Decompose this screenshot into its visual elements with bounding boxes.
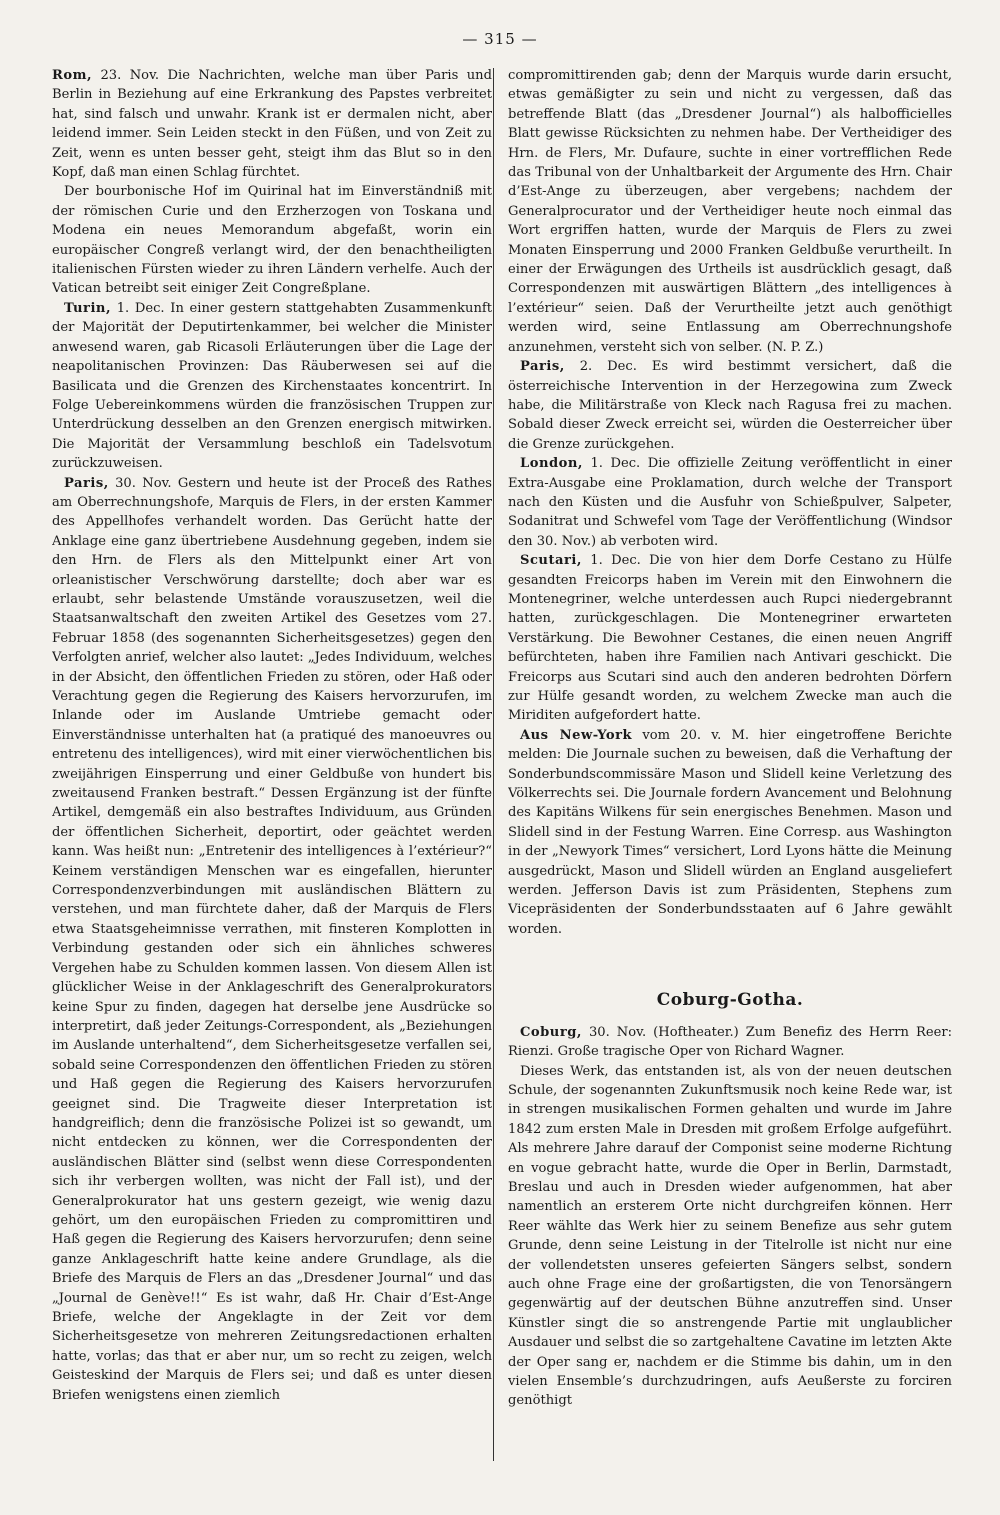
section-heading: Coburg-Gotha.	[656, 990, 804, 1011]
article-paris-2	[508, 357, 952, 454]
dateline-new-york: Aus New-York	[520, 727, 633, 743]
article-rom-text: 23. Nov. Die Nachrichten, welche man über Paris und Berlin in Beziehung auf eine Erkrankung des Papstes verbreitet hat, sind falsch und unwahr. Krank ist er dermalen nicht, aber leidend immer. Sein Leiden steckt in den Füßen, und von Zeit zu Zeit, wenn es unten besser geht, steigt ihm das Blut so in den Kopf, daß man einen Schlag fürchtet.	[52, 68, 492, 181]
article-paris-2-text: 2. Dec. Es wird bestimmt versichert, daß die österreichische Intervention in der Herzegowina zum Zweck habe, die Militärstraße von Kleck nach Ragusa frei zu machen. Sobald dieser Zweck erreicht sei, würden die Oesterreicher über die Grenze zurückgehen.	[508, 359, 952, 452]
article-new-york	[508, 726, 952, 939]
article-coburg	[508, 1023, 952, 1062]
column-divider	[493, 68, 494, 1461]
right-column	[508, 66, 952, 1486]
dateline-paris-1: Paris,	[64, 475, 109, 491]
article-coburg-review: Dieses Werk, das entstanden ist, als von der neuen deutschen Schule, der sogenannten Zukunftsmusik noch keine Rede war, ist in strengen musikalischen Formen gehalten und wurde im Jahre 1842 zum ersten Male in Dresden mit großem Erfolge aufgeführt. Als mehrere Jahre darauf der Componist seine moderne Richtung en vogue gebracht hatte, wurde die Oper in Berlin, Darmstadt, Breslau und auch in Dresden wieder aufgenommen, hat aber namentlich an ersterem Orte nicht durchgreifen können. Herr Reer wählte das Werk hier zu seinem Benefize aus sehr gutem Grunde, denn seine Leistung in der Titelrolle ist nicht nur eine der vollendetsten unseres gefeierten Sängers selbst, sondern auch ohne Frage eine der großartigsten, die von Tenorsängern gegenwärtig auf der deutschen Bühne anzutreffen sind. Unser Künstler singt die so anstrengende Partie mit unglaublicher Ausdauer und selbst die so zartgehaltene Cavatine im letzten Akte der Oper sang er, nachdem er die Stimme bis dahin, um in den vielen Ensemble’s durchzudringen, aufs Aeußerste zu forciren genöthigt	[508, 1063, 952, 1409]
article-rom-continued: Der bourbonische Hof im Quirinal hat im Einverständniß mit der römischen Curie und den Erzherzogen von Toskana und Modena ein neues Memorandum abgefaßt, worin ein europäischer Congreß verlangt wird, der den benachtheiligten italienischen Fürsten wieder zu ihren Ländern verhelfe. Auch der Vatican betreibt seit einiger Zeit Congreßplane.	[52, 184, 492, 297]
left-column	[52, 66, 492, 1486]
article-paris-1-continued: compromittirenden gab; denn der Marquis wurde darin ersucht, etwas gemäßigter zu sein und nicht zu vergessen, daß das betreffende Blatt (das „Dresdener Journal“) als halbofficielles Blatt gewisse Rücksichten zu nehmen habe. Der Vertheidiger des Hrn. de Flers, Mr. Dufaure, suchte in einer vortrefflichen Rede das Tribunal von der Unhaltbarkeit der Argumente des Hrn. Chair d’Est-Ange zu überzeugen, aber vergebens; nachdem der Generalprocurator und der Vertheidiger heute noch einmal das Wort ergriffen hatten, wurde der Marquis de Flers zu zwei Monaten Einsperrung und 2000 Franken Geldbuße verurtheilt. In einer der Erwägungen des Urtheils ist ausdrücklich gesagt, daß Correspondenzen mit auswärtigen Blättern „des intelligences à l’extérieur“ seien. Daß der Verurtheilte jetzt auch genöthigt werden wird, seine Entlassung am Oberrechnungshofe anzunehmen, versteht sich von selber. (N. P. Z.)	[508, 68, 952, 355]
article-paris-1	[52, 474, 492, 1406]
dateline-london: London,	[520, 456, 583, 472]
article-coburg-text: 30. Nov. (Hoftheater.) Zum Benefiz des Herrn Reer: Rienzi. Große tragische Oper von Richard Wagner.	[508, 1024, 952, 1060]
dateline-coburg: Coburg,	[520, 1024, 582, 1040]
article-new-york-text: vom 20. v. M. hier eingetroffene Berichte melden: Die Journale suchen zu beweisen, daß die Verhaftung der Sonderbundscommissäre Mason und Slidell keine Verletzung des Völkerrechts sei. Die Journale fordern Avancement und Belohnung des Kapitäns Wilkens für sein energisches Benehmen. Mason und Slidell sind in der Festung Warren. Eine Corresp. aus Washington in der „Newyork Times“ versichert, Lord Lyons hätte die Meinung ausgedrückt, Mason und Slidell würden an England ausgeliefert werden. Jefferson Davis ist zum Präsidenten, Stephens zum Vicepräsidenten der Sonderbundsstaaten auf 6 Jahre gewählt worden.	[508, 727, 952, 937]
dateline-rom: Rom,	[52, 68, 93, 83]
page-number: — 315 —	[462, 30, 538, 48]
article-paris-1-text: 30. Nov. Gestern und heute ist der Proceß des Rathes am Oberrechnungshofe, Marquis de Flers, in der ersten Kammer des Appellhofes verhandelt worden. Das Gerücht hatte der Anklage eine ganz übertriebene Ausdehnung gegeben, indem sie den Hrn. de Flers als den Mittelpunkt einer Art von orleanistischer Verschwörung darstellte; doch aber war es erlaubt, sehr belastende Umstände vorauszusetzen, weil die Staatsanwaltschaft den zweiten Artikel des Gesetzes vom 27. Februar 1858 (des sogenannten Sicherheitsgesetzes) gegen den Verfolgten anrief, welcher also lautet: „Jedes Individuum, welches in der Absicht, den öffentlichen Frieden zu stören, oder Haß oder Verachtung gegen die Regierung des Kaisers hervorzurufen, im Inlande oder im Auslande Umtriebe gemacht oder Einverständnisse unterhalten hat (a pratiqué des manoeuvres ou entretenu des intelligences), wird mit einer vierwöchentlichen bis zweijährigen Einsperrung und einer Geldbuße von hundert bis zweitausend Franken bestraft.“ Dessen Ergänzung ist der fünfte Artikel, demgemäß ein also bestraftes Individuum, aus Gründen der öffentlichen Sicherheit, deportirt, oder geächtet werden kann. Was heißt nun: „Entretenir des intelligences à l’extérieur?“ Keinem verständigen Menschen war es eingefallen, hierunter Correspondenzverbindungen mit ausländischen Blättern zu verstehen, und man fürchtete daher, daß der Marquis de Flers etwa Staatsgeheimnisse verrathen, mit finsteren Komplotten in Verbindung gestanden oder sich ein ähnliches schweres Vergehen habe zu Schulden kommen lassen. Von diesem Allen ist glücklicher Weise in der Anklageschrift des Generalprokurators keine Spur zu finden, dagegen hat derselbe jene Ausdrücke so interpretirt, daß jeder Zeitungs-Correspondent, als „Beziehungen im Auslande unterhaltend“, dem Sicherheitsgesetze verfallen sei, sobald seine Correspondenzen den öffentlichen Frieden zu stören und Haß gegen die Regierung des Kaisers hervorzurufen geeignet sind. Die Tragweite dieser Interpretation ist handgreiflich; denn die französische Polizei ist so gewandt, um nicht entdecken zu können, wer die Correspondenten der ausländischen Blätter sind (selbst wenn diese Correspondenten sich ihr verbergen wollten, was nicht der Fall ist), und der Generalprokurator hat uns gestern gezeigt, wie wenig dazu gehört, um den europäischen Frieden zu compromittiren und Haß gegen die Regierung des Kaisers hervorzurufen; denn seine ganze Anklageschrift hatte keine andere Grundlage, als die Briefe des Marquis de Flers an das „Dresdener Journal“ und das „Journal de Genève!!“ Es ist wahr, daß Hr. Chair d’Est-Ange Briefe, welche der Angeklagte in der Zeit vor dem Sicherheitsgesetze von mehreren Zeitungsredactionen erhalten hatte, vorlas; das that er aber nur, um so recht zu zeigen, welch Geisteskind der Marquis de Flers sei; und daß es unter diesen Briefen wenigstens einen ziemlich	[52, 475, 492, 1403]
article-scutari	[508, 551, 952, 726]
article-rom	[52, 66, 492, 182]
article-turin-text: 1. Dec. In einer gestern stattgehabten Zusammenkunft der Majorität der Deputirtenkammer, bei welcher die Minister anwesend waren, gab Ricasoli Erläuterungen über die Lage der neapolitanischen Provinzen: Das Räuberwesen sei auf die Basilicata und die Grenzen des Kirchenstaates koncentrirt. In Folge Uebereinkommens würden die französischen Truppen zur Unterdrückung desselben an den Grenzen energisch mitwirken. Die Majorität der Versammlung beschloß ein Tadelsvotum zurückzuweisen.	[52, 300, 492, 472]
dateline-turin: Turin,	[64, 300, 112, 316]
dateline-scutari: Scutari,	[520, 553, 582, 569]
faded-bleed-through	[508, 945, 952, 957]
article-london-text: 1. Dec. Die offizielle Zeitung veröffentlicht in einer Extra-Ausgabe eine Proklamation, durch welche der Transport nach den Küsten und die Ausfuhr von Schießpulver, Salpeter, Sodanitrat und Schwefel vom Tage der Veröffentlichung (Windsor den 30. Nov.) ab verboten wird.	[508, 456, 952, 549]
article-london	[508, 454, 952, 551]
dateline-paris-2: Paris,	[520, 359, 565, 375]
article-scutari-text: 1. Dec. Die von hier dem Dorfe Cestano zu Hülfe gesandten Freicorps haben im Verein mit den Einwohnern die Montenegriner, welche unterdessen auch Rupci niedergebrannt hatten, zurückgeschlagen. Die Montenegriner erwarteten Verstärkung. Die Bewohner Cestanes, die einen neuen Angriff befürchteten, haben ihre Familien nach Antivari geschickt. Die Freicorps aus Scutari sind auch den anderen bedrohten Dörfern zur Hülfe gesandt worden, zu welchem Zwecke man auch die Miriditen aufgefordert hatte.	[508, 553, 952, 724]
article-turin	[52, 299, 492, 474]
